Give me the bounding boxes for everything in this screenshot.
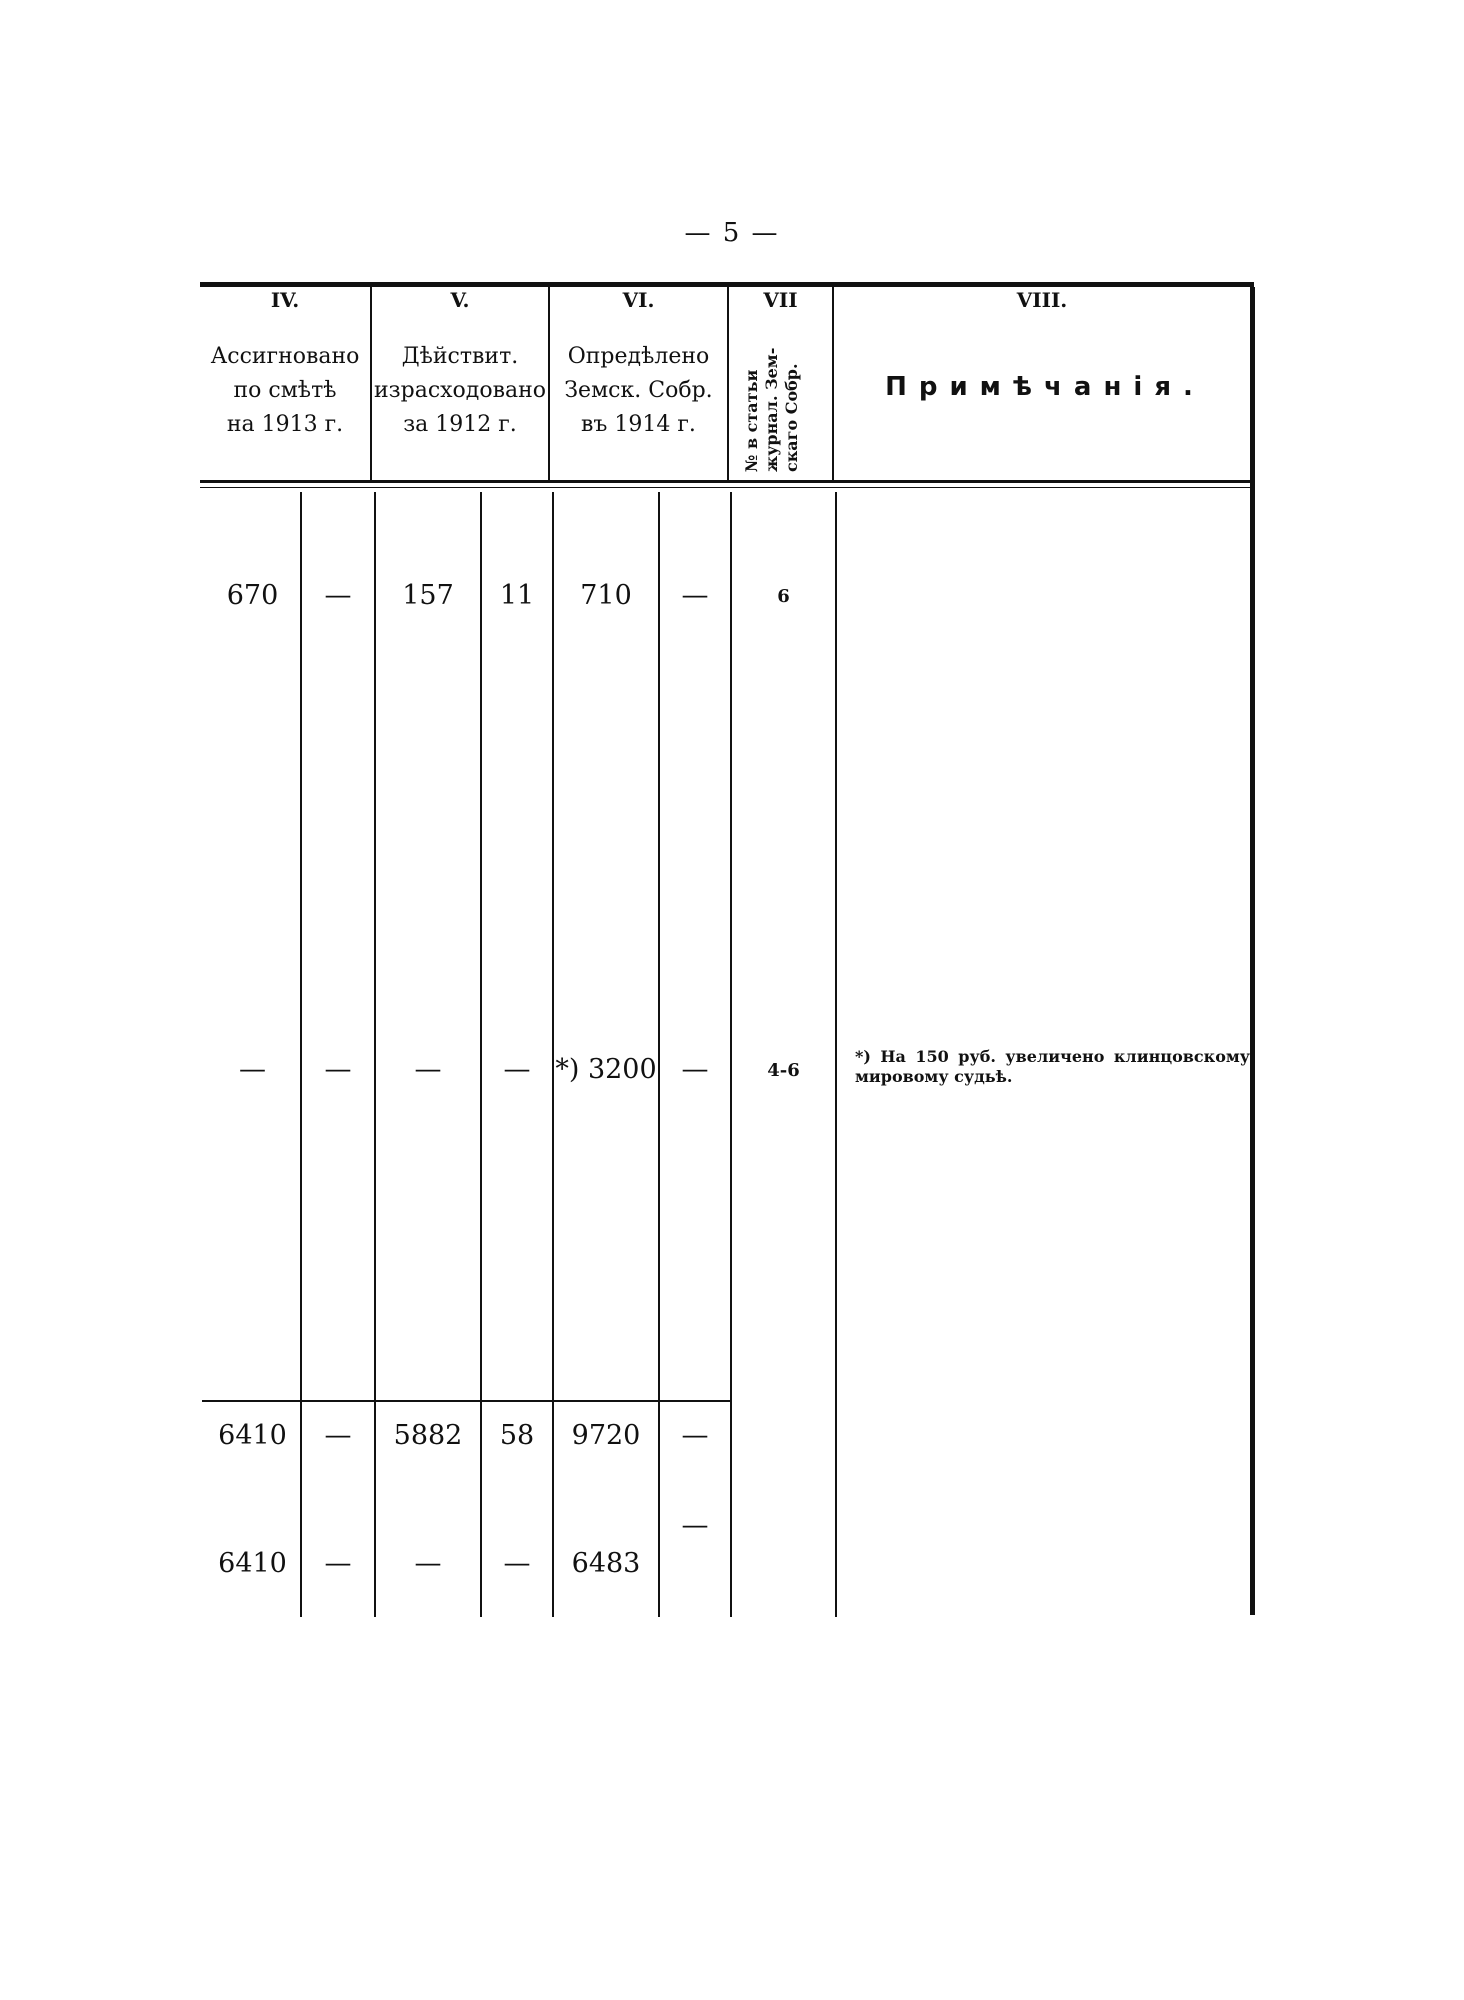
row2-determined: *) 3200 [555, 1054, 657, 1085]
row2-assigned: — [239, 1054, 266, 1085]
row3-spent-kop: 58 [499, 1420, 535, 1451]
row1-assigned: 670 [226, 580, 279, 611]
row1-article: 6 [777, 586, 790, 607]
row4-assigned: 6410 [218, 1548, 287, 1579]
row2-determined-kop: — [681, 1054, 709, 1085]
row3-assigned: 6410 [218, 1420, 287, 1451]
row4-spent-kop: — [503, 1548, 531, 1579]
row4-determined-kop: — [681, 1510, 709, 1541]
column-number-v: V. [450, 288, 470, 312]
row3-spent: 5882 [393, 1420, 463, 1451]
row4-determined: 6483 [571, 1548, 641, 1579]
row3-determined: 9720 [571, 1420, 641, 1451]
table-right-border [1250, 287, 1255, 1615]
row3-assigned-kop: — [324, 1420, 352, 1451]
row1-determined: 710 [580, 580, 632, 611]
column-number-viii: VIII. [1016, 288, 1068, 312]
row1-spent-kop: 11 [499, 580, 535, 611]
column-header-journal-article: № в статьи журнал. Зем- скаго Собр. [742, 347, 801, 472]
footnote: *) На 150 руб. увеличено клинцовскому мировому судьѣ. [855, 1047, 1250, 1086]
row1-spent: 157 [402, 580, 454, 611]
page-number: — 5 — [684, 218, 780, 248]
header-bottom-rule [200, 480, 1250, 483]
body-divider [835, 492, 837, 1617]
row2-spent-kop: — [503, 1054, 531, 1085]
row4-spent: — [414, 1548, 442, 1579]
column-header-assigned-1913: Ассигновано по смѣтѣ на 1913 г. [210, 344, 360, 437]
header-divider [727, 287, 729, 480]
row4-assigned-kop: — [324, 1548, 352, 1579]
row2-spent: — [414, 1054, 442, 1085]
body-divider [730, 492, 732, 1617]
column-header-notes: Примѣчанія. [885, 372, 1205, 402]
column-number-iv: IV. [270, 288, 300, 312]
row2-article: 4-6 [767, 1060, 800, 1081]
row1-assigned-kop: — [324, 580, 352, 611]
column-header-determined-1914: Опредѣлено Земск. Собр. въ 1914 г. [564, 344, 713, 437]
row2-assigned-kop: — [324, 1054, 352, 1085]
column-header-spent-1912: Дѣйствит. израсходовано за 1912 г. [373, 344, 547, 437]
totals-rule [202, 1400, 730, 1402]
row1-determined-kop: — [681, 580, 709, 611]
column-number-vi: VI. [622, 288, 655, 312]
header-divider [832, 287, 834, 480]
header-bottom-rule-2 [200, 487, 1250, 488]
row3-determined-kop: — [681, 1420, 709, 1451]
column-number-vii: VII [763, 288, 798, 312]
